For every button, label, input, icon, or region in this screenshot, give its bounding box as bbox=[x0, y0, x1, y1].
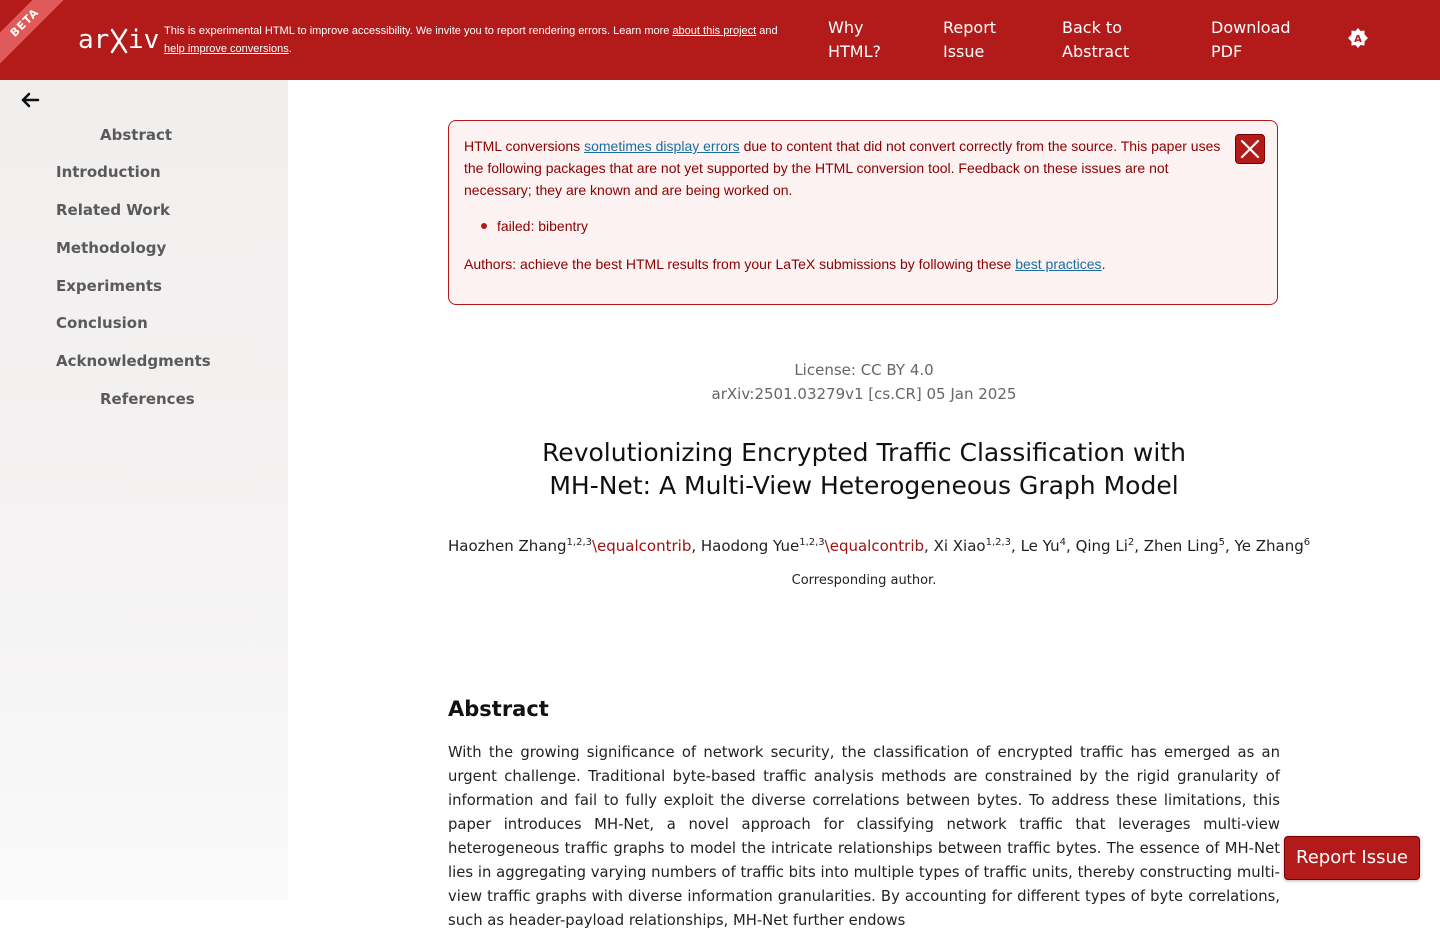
report-line2: Issue bbox=[943, 42, 985, 61]
authors-advice-after: . bbox=[1101, 256, 1106, 272]
close-icon bbox=[1236, 135, 1264, 163]
error-text-before: HTML conversions bbox=[464, 138, 585, 154]
top-header bbox=[0, 0, 1440, 80]
author-separator: , bbox=[691, 537, 701, 555]
author-separator: , bbox=[1134, 537, 1144, 555]
svg-text:A: A bbox=[1354, 34, 1362, 45]
author-separator: , bbox=[1066, 537, 1076, 555]
equal-contrib-macro: \equalcontrib bbox=[824, 537, 925, 555]
arrow-left-icon[interactable] bbox=[20, 90, 42, 110]
arxiv-logo[interactable] bbox=[78, 24, 160, 56]
license-text: License: CC BY 4.0 bbox=[794, 361, 934, 379]
toc-item-experiments[interactable]: Experiments bbox=[56, 277, 162, 295]
notice-text: This is experimental HTML to improve accessibility. We invite you to report rendering errors. Learn more bbox=[164, 25, 673, 37]
toc-item-conclusion[interactable]: Conclusion bbox=[56, 314, 148, 332]
author-affiliation: 2 bbox=[1127, 537, 1135, 548]
license-block bbox=[448, 358, 1280, 406]
svg-text:iv: iv bbox=[128, 25, 160, 55]
author-affiliation: 4 bbox=[1059, 537, 1067, 548]
bullet-icon bbox=[481, 223, 487, 229]
why-html-line2: HTML? bbox=[828, 42, 882, 61]
author-name: Ye Zhang bbox=[1234, 537, 1304, 555]
paper-title bbox=[508, 436, 1220, 502]
author-affiliation: 1,2,3 bbox=[799, 537, 825, 548]
toc-item-abstract[interactable]: Abstract bbox=[100, 126, 173, 144]
authors-advice-before: Authors: achieve the best HTML results from your LaTeX submissions by following these bbox=[464, 256, 1016, 272]
why-html-link[interactable] bbox=[828, 16, 881, 64]
back-line2: Abstract bbox=[1062, 42, 1130, 61]
error-message bbox=[464, 135, 1224, 201]
report-issue-button[interactable]: Report Issue bbox=[1284, 836, 1420, 880]
notice-and: and bbox=[756, 25, 778, 37]
back-line1: Back to bbox=[1062, 18, 1122, 37]
header-notice bbox=[164, 22, 814, 58]
conversion-error-notice bbox=[448, 120, 1278, 305]
back-to-abstract-link[interactable] bbox=[1062, 16, 1129, 64]
report-line1: Report bbox=[943, 18, 997, 37]
download-line2: PDF bbox=[1211, 42, 1243, 61]
author-separator: , bbox=[924, 537, 934, 555]
download-line1: Download bbox=[1211, 18, 1291, 37]
help-conversions-link[interactable]: help improve conversions bbox=[164, 43, 289, 55]
close-notice-button[interactable] bbox=[1235, 134, 1265, 164]
display-errors-link[interactable]: sometimes display errors bbox=[584, 138, 740, 154]
paper-title-line1: Revolutionizing Encrypted Traffic Classification with bbox=[542, 438, 1186, 467]
toc-item-acknowledgments[interactable]: Acknowledgments bbox=[56, 352, 211, 370]
download-pdf-link[interactable] bbox=[1211, 16, 1291, 64]
authors-advice bbox=[464, 253, 1254, 275]
toc-item-introduction[interactable]: Introduction bbox=[56, 163, 161, 181]
corresponding-author-note: Corresponding author. bbox=[791, 573, 937, 588]
report-issue-link[interactable] bbox=[943, 16, 996, 64]
failed-package-item: failed: bibentry bbox=[497, 218, 589, 234]
arxiv-id: arXiv:2501.03279v1 [cs.CR] 05 Jan 2025 bbox=[711, 385, 1017, 403]
toc-item-related-work[interactable]: Related Work bbox=[56, 201, 170, 219]
author-name: Qing Li bbox=[1075, 537, 1128, 555]
theme-toggle-icon[interactable] bbox=[1348, 28, 1368, 48]
abstract-heading: Abstract bbox=[448, 697, 549, 721]
author-name: Le Yu bbox=[1020, 537, 1060, 555]
author-name: Haodong Yue bbox=[700, 537, 800, 555]
svg-text:ar: ar bbox=[78, 25, 110, 55]
author-affiliation: 1,2,3 bbox=[566, 537, 592, 548]
notice-period: . bbox=[288, 43, 292, 55]
table-of-contents-sidebar bbox=[0, 80, 288, 900]
about-project-link[interactable]: about this project bbox=[672, 25, 757, 37]
author-affiliation: 5 bbox=[1218, 537, 1225, 548]
author-separator: , bbox=[1011, 537, 1021, 555]
beta-ribbon: BETA bbox=[0, 0, 72, 70]
error-text-after: due to content that did not convert correctly from the source. This paper uses the following packages that are not yet supported by the HTML conversion tool. Feedback on these issues are not necessary; they are known and are being worked on. bbox=[464, 138, 1221, 198]
arxiv-logo-mark bbox=[78, 24, 160, 56]
why-html-line1: Why bbox=[828, 18, 864, 37]
toc-item-references[interactable]: References bbox=[100, 390, 195, 408]
equal-contrib-macro: \equalcontrib bbox=[592, 537, 692, 555]
author-name: Haozhen Zhang bbox=[448, 537, 567, 555]
author-list bbox=[448, 534, 1311, 558]
toc-item-methodology[interactable]: Methodology bbox=[56, 239, 167, 257]
paper-title-line2: MH-Net: A Multi-View Heterogeneous Graph Model bbox=[549, 471, 1179, 500]
failed-packages-list bbox=[481, 215, 588, 237]
author-separator: , bbox=[1225, 537, 1235, 555]
author-name: Zhen Ling bbox=[1143, 537, 1219, 555]
abstract-text: With the growing significance of network security, the classification of encrypted traffic has emerged as an urgent challenge. Traditional byte-based traffic analysis methods are constrained by the rigid granularity of information and fail to fully exploit the diverse correlations between bytes. To address these limitations, this paper introduces MH-Net, a novel approach for classifying network traffic that leverages multi-view heterogeneous traffic graphs to model the intricate relationships between traffic bytes. The essence of MH-Net lies in aggregating varying numbers of traffic bits into multiple types of traffic units, thereby constructing multi-view traffic graphs with diverse information granularities. By accounting for different types of byte correlations, such as header-payload relationships, MH-Net further endows bbox=[448, 744, 1280, 929]
best-practices-link[interactable]: best practices bbox=[1015, 256, 1102, 272]
author-affiliation: 1,2,3 bbox=[985, 537, 1012, 548]
author-affiliation: 6 bbox=[1303, 537, 1311, 548]
author-name: Xi Xiao bbox=[933, 537, 986, 555]
